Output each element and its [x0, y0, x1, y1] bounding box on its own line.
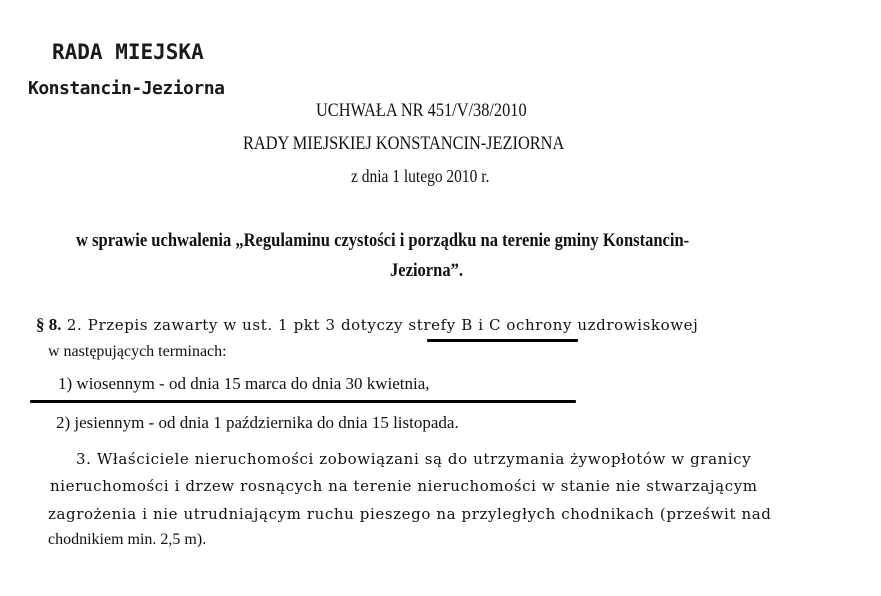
point-3-line-1: 3. Właściciele nieruchomości zobowiązani są do utrzymania żywopłotów w granicy [76, 450, 752, 468]
subject-line-1: w sprawie uchwalenia „Regulaminu czystości i porządku na terenie gminy Konstancin- [76, 230, 690, 251]
resolution-number: UCHWAŁA NR 451/V/38/2010 [316, 100, 527, 121]
council-name: RADY MIEJSKIEJ KONSTANCIN-JEZIORNA [243, 133, 565, 154]
highlight-underline-zone [427, 339, 578, 342]
point-3-line-2: nieruchomości i drzew rosnących na terenie nieruchomości w stanie nie stwarzającym [50, 477, 758, 495]
point-3-line-4: chodnikiem min. 2,5 m). [48, 531, 207, 548]
paragraph-8-line-1 [36, 315, 698, 335]
highlight-underline-spring [30, 400, 576, 403]
stamp-council-title: RADA MIEJSKA [52, 40, 204, 64]
resolution-date: z dnia 1 lutego 2010 r. [351, 166, 490, 186]
paragraph-8-text: 2. Przepis zawarty w ust. 1 pkt 3 dotyczy strefy B i C ochrony uzdrowiskowej [66, 316, 699, 334]
paragraph-8-item-spring: 1) wiosennym - od dnia 15 marca do dnia 30 kwietnia, [58, 374, 430, 393]
stamp-municipality: Konstancin-Jeziorna [28, 78, 225, 99]
paragraph-symbol: § 8. [36, 315, 62, 334]
paragraph-8-item-autumn: 2) jesiennym - od dnia 1 października do dnia 15 listopada. [56, 413, 459, 432]
paragraph-8-line-2: w następujących terminach: [48, 343, 227, 360]
subject-line-2: Jeziorna”. [390, 260, 463, 281]
point-3-line-3: zagrożenia i nie utrudniającym ruchu pieszego na przyległych chodnikach (prześwit nad [48, 505, 772, 523]
